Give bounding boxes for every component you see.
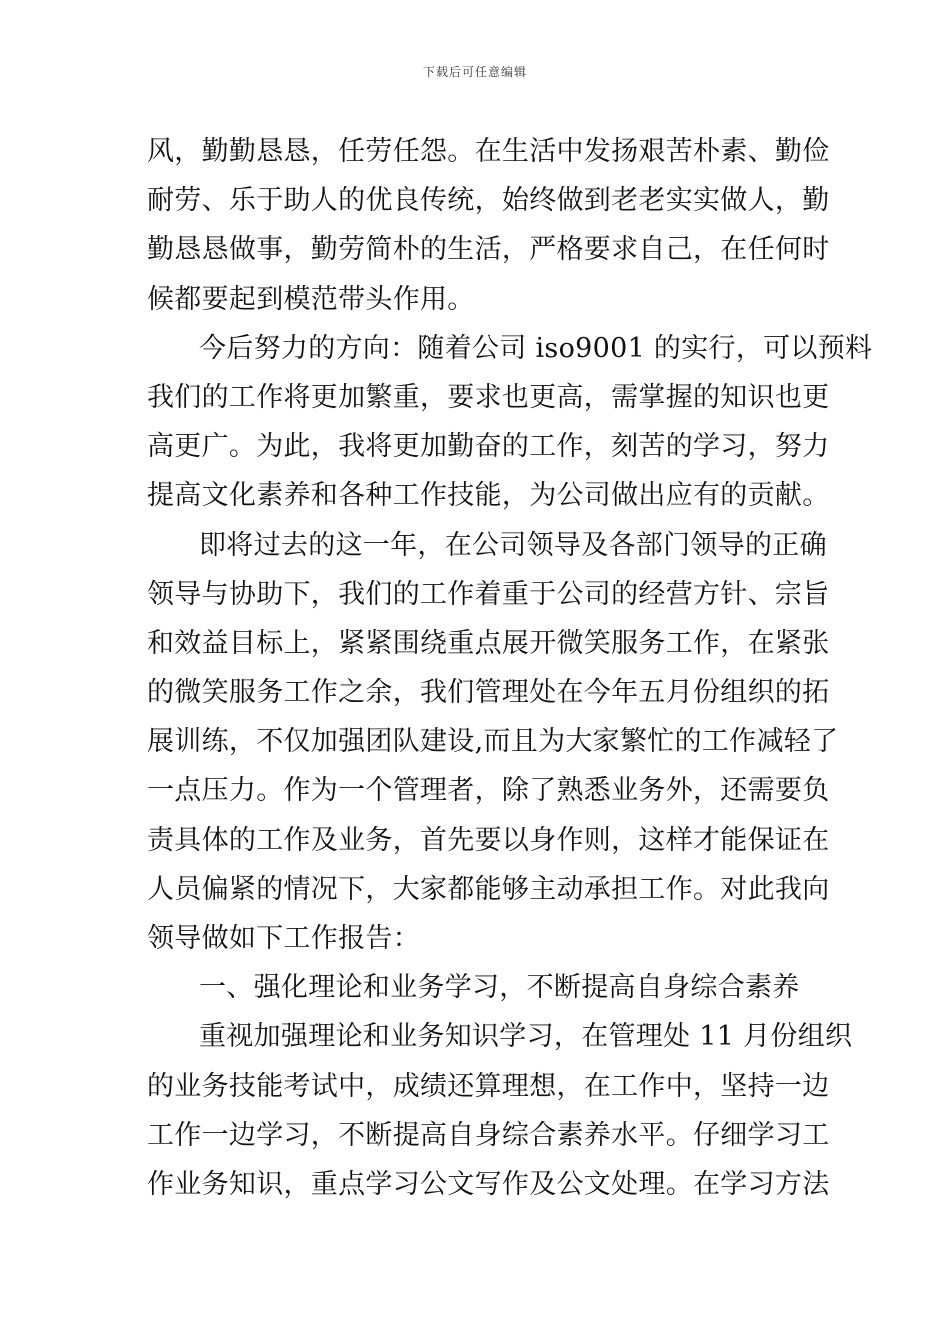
- text-line: 领导与协助下，我们的工作着重于公司的经营方针、宗旨: [147, 578, 830, 610]
- text-line: 提高文化素养和各种工作技能，为公司做出应有的贡献。: [147, 480, 830, 512]
- text-line: 重视加强理论和业务知识学习，在管理处 11 月份组织: [199, 1021, 853, 1053]
- text-line: 风，勤勤恳恳，任劳任怨。在生活中发扬艰苦朴素、勤俭: [147, 136, 830, 167]
- text-line: 的业务技能考试中，成绩还算理想，在工作中，坚持一边: [147, 1070, 830, 1102]
- text-line: 的微笑服务工作之余，我们管理处在今年五月份组织的拓: [147, 677, 830, 709]
- text-line: 耐劳、乐于助人的优良传统，始终做到老老实实做人，勤: [147, 185, 830, 217]
- page-header: 下载后可任意编辑: [422, 65, 527, 79]
- text-line: 人员偏紧的情况下，大家都能够主动承担工作。对此我向: [147, 873, 830, 905]
- text-line: 工作一边学习，不断提高自身综合素养水平。仔细学习工: [147, 1119, 830, 1151]
- text-line: 和效益目标上，紧紧围绕重点展开微笑服务工作，在紧张: [147, 627, 830, 659]
- text-line: 高更广。为此，我将更加勤奋的工作，刻苦的学习，努力: [147, 431, 830, 463]
- text-line: 责具体的工作及业务，首先要以身作则，这样才能保证在: [147, 824, 830, 856]
- text-line: 候都要起到模范带头作用。: [147, 283, 475, 315]
- text-line: 一、强化理论和业务学习，不断提高自身综合素养: [199, 972, 800, 1004]
- text-line: 今后努力的方向：随着公司 iso9001 的实行，可以预料: [199, 332, 873, 364]
- text-line: 领导做如下工作报告：: [147, 923, 420, 954]
- text-line: 作业务知识，重点学习公文写作及公文处理。在学习方法: [147, 1168, 830, 1200]
- text-line: 我们的工作将更加繁重，要求也更高，需掌握的知识也更: [147, 381, 830, 413]
- text-line: 展训练，不仅加强团队建设,而且为大家繁忙的工作减轻了: [147, 726, 839, 758]
- text-line: 勤恳恳做事，勤劳简朴的生活，严格要求自己，在任何时: [147, 234, 830, 266]
- text-line: 即将过去的这一年，在公司领导及各部门领导的正确: [199, 529, 827, 561]
- text-line: 一点压力。作为一个管理者，除了熟悉业务外，还需要负: [147, 775, 830, 807]
- document-body: [147, 127, 873, 1209]
